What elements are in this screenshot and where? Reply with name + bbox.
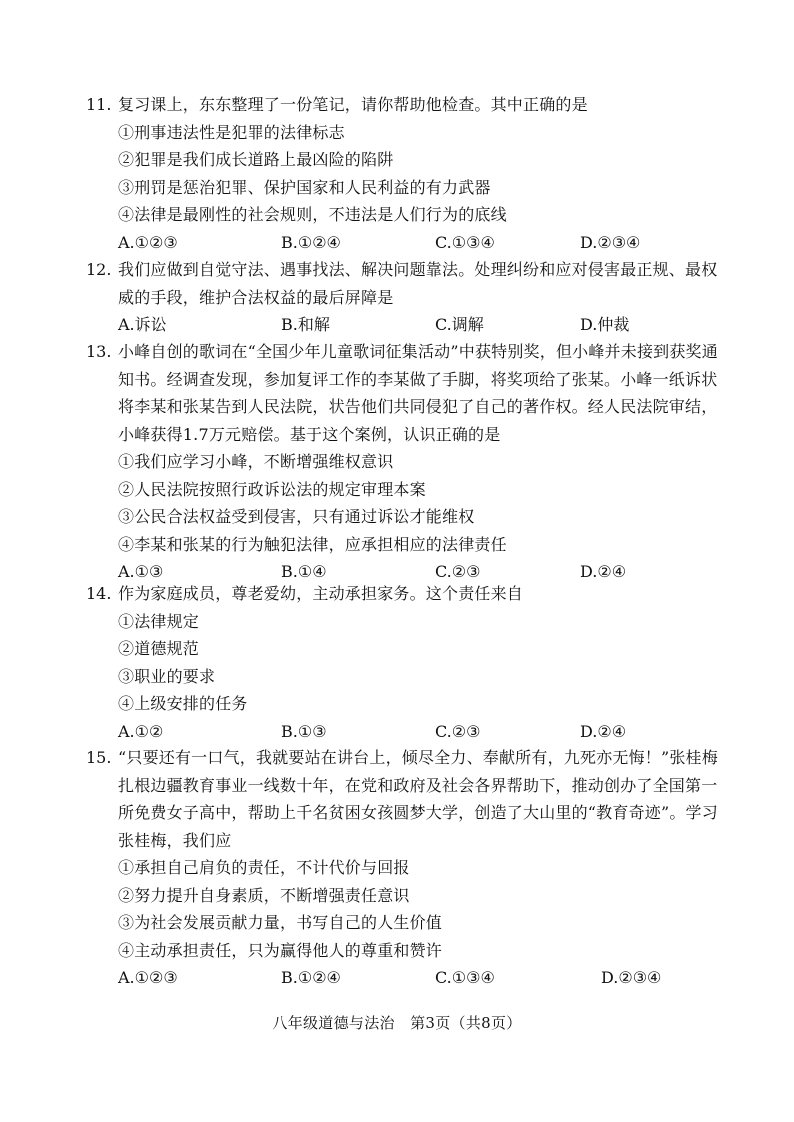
statement-4: ④主动承担责任，只为赢得他人的尊重和赞许 bbox=[118, 940, 443, 960]
choice-c: C.②③ bbox=[435, 721, 481, 741]
choice-d: D.②③④ bbox=[601, 968, 662, 987]
choice-a: A.①②③ bbox=[118, 968, 178, 987]
answer-choices bbox=[118, 718, 726, 746]
statement-1: ①刑事违法性是犯罪的法律标志 bbox=[118, 122, 345, 142]
choice-b: B.①②④ bbox=[281, 232, 341, 252]
choice-d: D.②③④ bbox=[580, 232, 641, 252]
statement-4: ④李某和张某的行为触犯法律，应承担相应的法律责任 bbox=[118, 534, 507, 554]
statement-1: ①承担自己肩负的责任，不计代价与回报 bbox=[118, 858, 410, 877]
choice-a: A.①② bbox=[118, 721, 164, 741]
question-14 bbox=[86, 580, 726, 745]
question-11 bbox=[86, 91, 726, 256]
question-stem: 小峰自创的歌词在“全国少年儿童歌词征集活动”中获特别奖，但小峰并未接到获奖通知书。经调查发现，参加复评工作的李某做了手脚，将奖项给了张某。小峰一纸诉状将李某和张某告到人民法院，状告他们共同侵犯了自己的著作权。经人民法院审结，小峰获得1.7万元赔偿。基于这个案例，认识正确的是 bbox=[118, 342, 718, 444]
question-number: 13. bbox=[86, 342, 112, 361]
statement-3: ③为社会发展贡献力量，书写自己的人生价值 bbox=[118, 913, 443, 932]
statement-4: ④上级安排的任务 bbox=[118, 694, 248, 713]
choice-c: C.调解 bbox=[435, 315, 484, 334]
question-number: 12. bbox=[86, 260, 112, 279]
statement-1: ①法律规定 bbox=[118, 611, 200, 631]
page-footer: 八年级道德与法治 第3页（共8页） bbox=[272, 1014, 522, 1032]
answer-choices bbox=[118, 311, 726, 339]
statement-4: ④法律是最刚性的社会规则，不违法是人们行为的底线 bbox=[118, 205, 507, 224]
question-number: 15. bbox=[86, 748, 112, 767]
statement-2: ②道德规范 bbox=[118, 639, 200, 658]
statement-3: ③公民合法权益受到侵害，只有通过诉讼才能维权 bbox=[118, 507, 475, 526]
choice-c: C.②③ bbox=[435, 562, 481, 581]
choice-c: C.①③④ bbox=[435, 968, 495, 987]
question-stem: 作为家庭成员，尊老爱幼，主动承担家务。这个责任来自 bbox=[118, 584, 524, 603]
statement-3: ③刑罚是惩治犯罪、保护国家和人民利益的有力武器 bbox=[118, 177, 491, 197]
question-stem: 我们应做到自觉守法、遇事找法、解决问题靠法。处理纠纷和应对侵害最正规、最权威的手段，维护合法权益的最后屏障是 bbox=[118, 260, 718, 307]
statement-3: ③职业的要求 bbox=[118, 666, 216, 686]
question-12 bbox=[86, 256, 726, 339]
question-number: 14. bbox=[86, 584, 112, 603]
choice-b: B.①③ bbox=[281, 721, 327, 741]
choice-a: A.①②③ bbox=[118, 232, 178, 252]
statement-1: ①我们应学习小峰，不断增强维权意识 bbox=[118, 452, 394, 471]
statement-2: ②人民法院按照行政诉讼法的规定审理本案 bbox=[118, 479, 426, 499]
choice-b: B.①②④ bbox=[281, 968, 341, 987]
choice-a: A.①③ bbox=[118, 562, 164, 581]
question-stem: 复习课上，东东整理了一份笔记，请你帮助他检查。其中正确的是 bbox=[118, 95, 588, 114]
choice-c: C.①③④ bbox=[435, 232, 495, 252]
question-15 bbox=[86, 744, 726, 992]
choice-d: D.仲裁 bbox=[580, 315, 630, 334]
choice-a: A.诉讼 bbox=[118, 315, 167, 334]
choice-b: B.①④ bbox=[281, 562, 327, 581]
choice-d: D.②④ bbox=[580, 562, 627, 581]
answer-choices bbox=[118, 229, 726, 257]
question-number: 11. bbox=[86, 95, 112, 114]
question-13 bbox=[86, 338, 726, 586]
choice-d: D.②④ bbox=[580, 721, 627, 741]
statement-2: ②犯罪是我们成长道路上最凶险的陷阱 bbox=[118, 150, 394, 169]
question-stem: “只要还有一口气，我就要站在讲台上，倾尽全力、奉献所有，九死亦无悔！”张桂梅扎根边疆教育事业一线数十年，在党和政府及社会各界帮助下，推动创办了全国第一所免费女子高中，帮助上千名贫困女孩圆梦大学，创造了大山里的“教育奇迹”。学习张桂梅，我们应 bbox=[118, 748, 718, 850]
statement-2: ②努力提升自身素质，不断增强责任意识 bbox=[118, 885, 410, 905]
answer-choices bbox=[118, 964, 726, 992]
choice-b: B.和解 bbox=[281, 315, 330, 334]
